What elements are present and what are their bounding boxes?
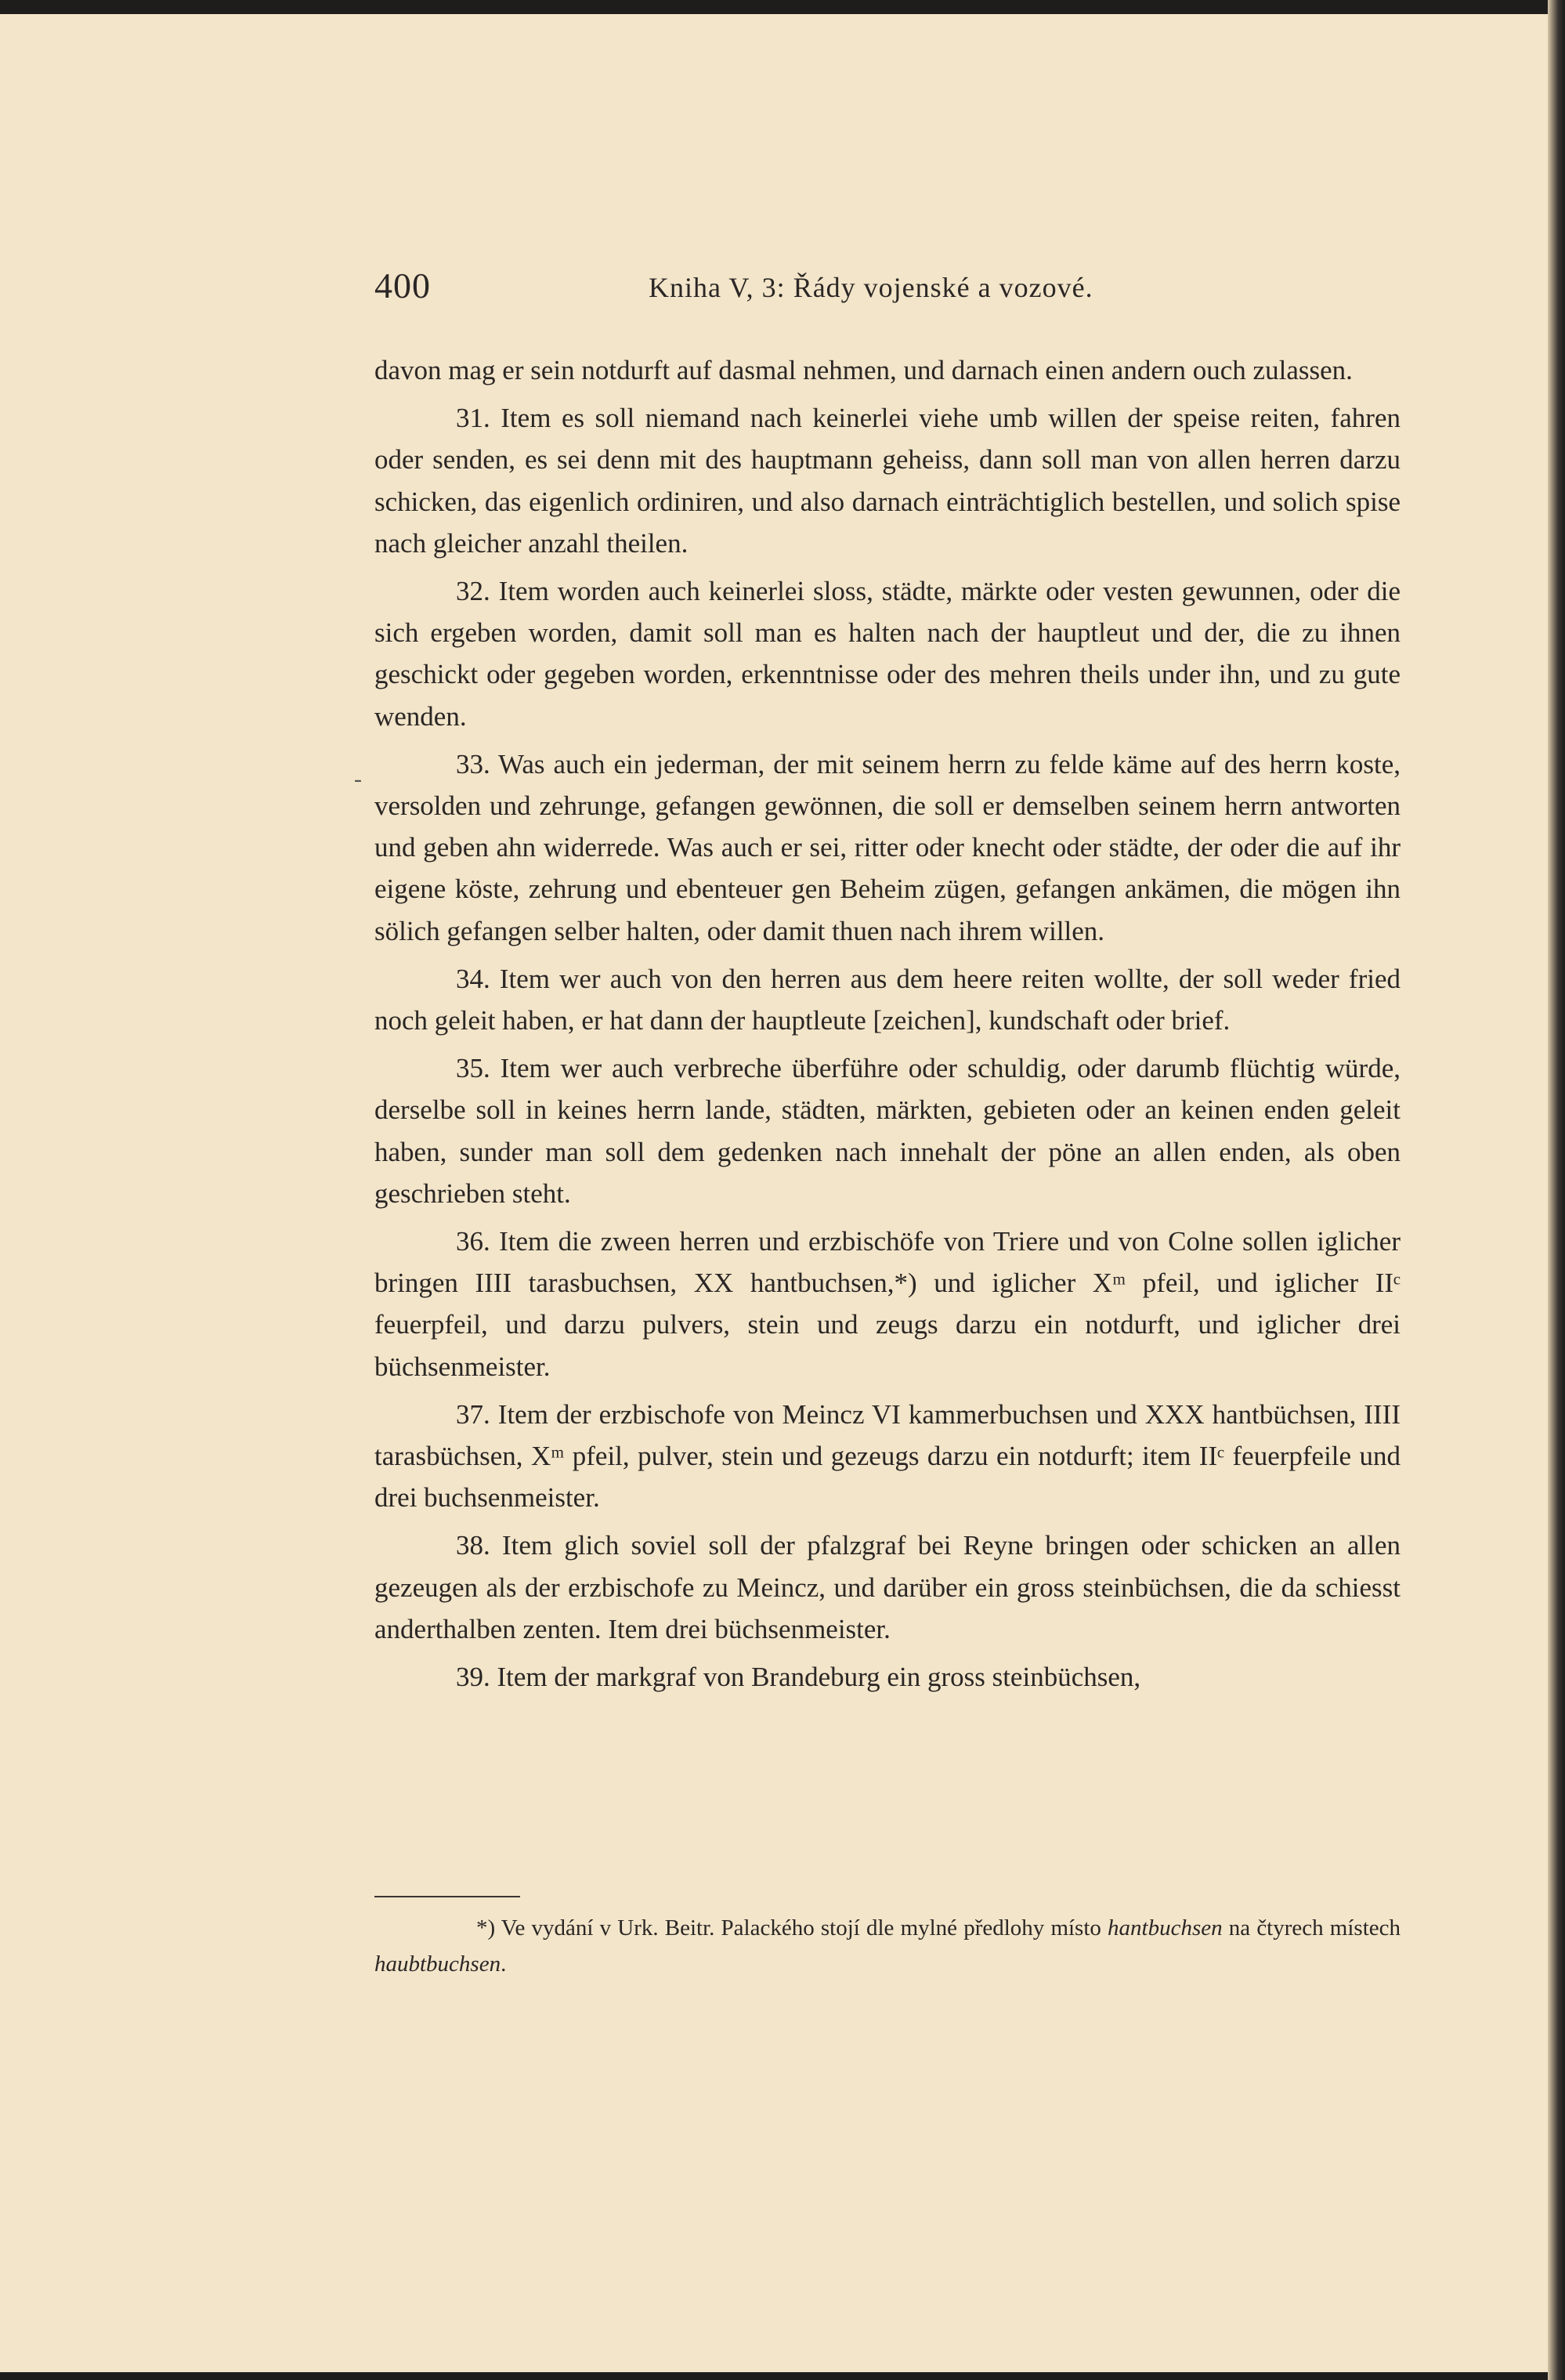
scan-edge	[1548, 0, 1565, 2380]
paragraph-item-39: 39. Item der markgraf von Brandeburg ein gross steinbüchsen,	[456, 1662, 1141, 1693]
footnote-middle: na čtyrech místech	[1222, 1915, 1401, 1941]
paragraph-item-38: 38. Item glich soviel soll der pfalzgraf bei Reyne bringen oder schicken an allen gezeugen als der erzbischofe zu Meincz, und darüber ein gross steinbüchsen, die da schiesst anderthalben zenten. Item drei büchsenmeister.	[374, 1530, 1401, 1644]
paragraph-item-35: 35. Item wer auch verbreche überführe oder schuldig, oder darumb flüchtig würde, derselbe soll in keines herrn lande, städten, märkten, gebieten oder an keinen enden geleit haben, sunder man soll dem gedenken nach innehalt der pöne an allen enden, als oben geschrieben steht.	[374, 1053, 1401, 1209]
paragraph-item-33: 33. Was auch ein jederman, der mit seinem herrn zu felde käme auf des herrn koste, versolden und zehrunge, gefangen gewönnen, die soll er demselben seinem herrn antworten und geben ahn widerrede. Was auch er sei, ritter oder knecht oder städte, der oder die auf ihr eigene köste, zehrung und ebenteuer gen Beheim zügen, gefangen ankämen, die mögen ihn sölich gefangen selber halten, oder damit thuen nach ihrem willen.	[374, 748, 1401, 946]
footnote-term-haubtbuchsen: haubtbuchsen	[374, 1951, 501, 1977]
running-title: Kniha V, 3: Řády vojenské a vozové.	[649, 272, 1093, 303]
paragraph-item-36: 36. Item die zween herren und erzbischöfe von Triere und von Colne sollen iglicher bringen IIII tarasbuchsen, XX hantbuchsen,*) und iglicher Xᵐ pfeil, und iglicher IIᶜ feuerpfeil, und darzu pulvers, stein und zeugs darzu ein notdurft, und iglicher drei büchsenmeister.	[374, 1226, 1401, 1382]
footnote-rule	[374, 1896, 520, 1897]
footnote-lead: *) Ve vydání v Urk. Beitr. Palackého stojí dle mylné předlohy místo	[476, 1915, 1108, 1941]
paragraph-item-37: 37. Item der erzbischofe von Meincz VI kammerbuchsen und XXX hantbüchsen, IIII tarasbüchsen, Xᵐ pfeil, pulver, stein und gezeugs darzu ein notdurft; item IIᶜ feuerpfeile und drei buchsenmeister.	[374, 1398, 1401, 1514]
book-page	[0, 14, 1548, 2372]
page-number: 400	[374, 266, 431, 306]
paragraph-continuation: davon mag er sein notdurft auf dasmal nehmen, und darnach einen andern ouch zulassen.	[374, 355, 1353, 385]
footnote-term-hantbuchsen: hantbuchsen	[1108, 1915, 1223, 1941]
page-header	[374, 265, 1401, 312]
paragraph-item-32: 32. Item worden auch keinerlei sloss, städte, märkte oder vesten gewunnen, oder die sich ergeben worden, damit soll man es halten nach der hauptleut und der, die zu ihnen geschickt oder gegeben worden, erkenntnisse oder des mehren theils under ihn, und zu gute wenden.	[374, 576, 1401, 732]
footnote	[374, 1910, 1401, 1982]
margin-mark: -	[354, 766, 362, 792]
footnote-end: .	[501, 1951, 507, 1977]
paragraph-item-31: 31. Item es soll niemand nach keinerlei viehe umb willen der speise reiten, fahren oder senden, es sei denn mit des hauptmann geheiss, dann soll man von allen herren darzu schicken, das eigenlich ordiniren, und also darnach einträchtiglich bestellen, und solich spise nach gleicher anzahl theilen.	[374, 403, 1401, 559]
body-text	[374, 349, 1401, 1698]
paragraph-item-34: 34. Item wer auch von den herren aus dem heere reiten wollte, der soll weder fried noch geleit haben, er hat dann der hauptleute [zeichen], kundschaft oder brief.	[374, 963, 1401, 1036]
